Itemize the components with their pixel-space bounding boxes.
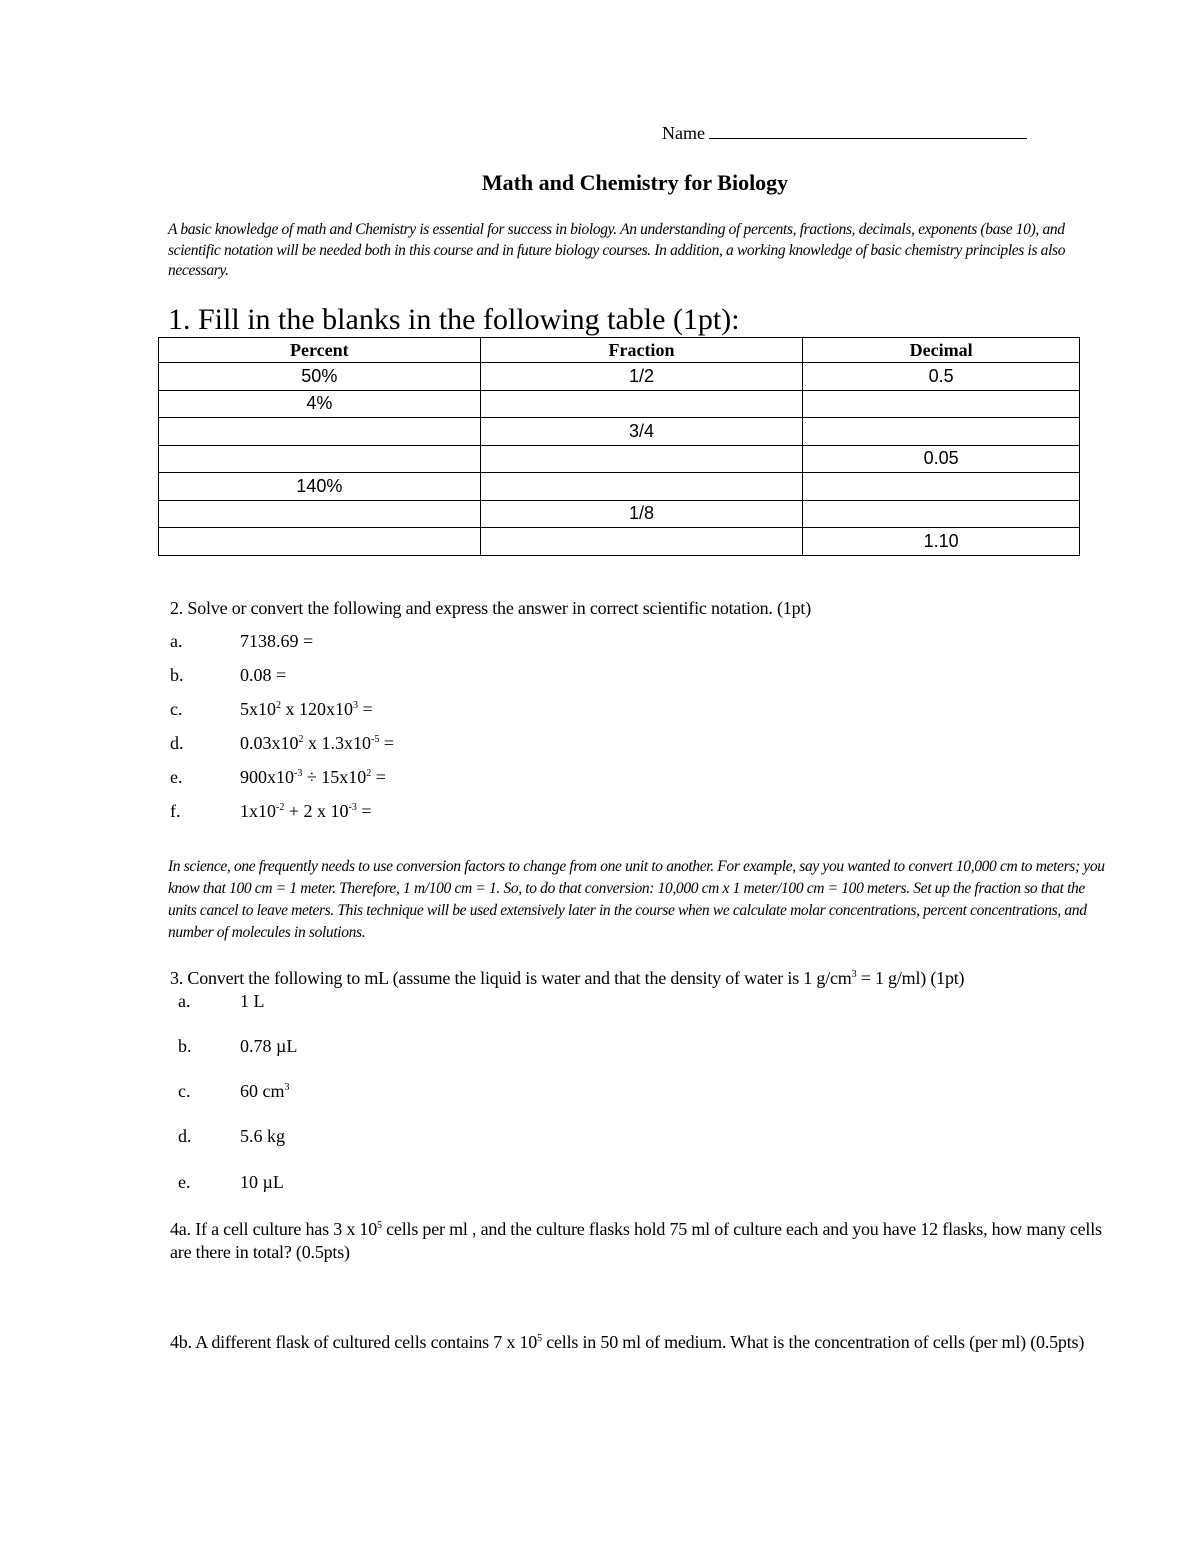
item-label: c. [170,699,183,719]
table-row [159,418,1080,446]
table-row [159,528,1080,556]
item-expression: $5x10^2$ x $120x10^3$ = [240,699,373,719]
question-4b: 4b. A different flask of cultured cells contains 7 x $10^5$ cells in 50 ml of medium. What is the concentration of cells (per ml) (0.5pts) [170,1332,1085,1352]
table-cell: 140% [159,473,481,501]
table-row [159,473,1080,501]
table-header-row [159,338,1080,363]
table-row [159,500,1080,528]
table-cell[interactable] [480,473,803,501]
item-label: f. [170,801,181,821]
item-expression: $0.03x10^2$ x $1.3x10^{-5}$ = [240,733,394,753]
question-4a: 4a. If a cell culture has 3 x $10^5$ cells per ml , and the culture flasks hold 75 ml of culture each and you have 12 flasks, how many cells are there in total? (0.5pts) [170,1219,1102,1262]
name-field [662,122,1027,144]
table-cell[interactable] [480,528,803,556]
intro-paragraph: A basic knowledge of math and Chemistry is essential for success in biology. An understanding of percents, fractions, decimals, exponents (base 10), and scientific notation will be needed both in this course and in future biology courses. In addition, a working knowledge of basic chemistry principles is also necessary. [168,221,1066,279]
item-label: c. [178,1081,191,1101]
table-cell[interactable] [803,500,1080,528]
table-cell: 1/8 [480,500,803,528]
item-expression: $1x10^{-2} + 2$ x $10^{-3}$ = [240,801,372,821]
conversion-table [158,337,1080,556]
table-cell[interactable] [803,390,1080,418]
name-label: Name [662,123,705,143]
item-label: a. [178,991,191,1011]
item-expression: 7138.69 = [240,631,314,651]
item-expression: 0.08 = [240,665,287,685]
item-label: d. [178,1126,192,1146]
table-cell: 0.5 [803,363,1080,391]
table-cell[interactable] [159,500,481,528]
item-expression: 5.6 kg [240,1126,285,1146]
conversion-note-paragraph: In science, one frequently needs to use conversion factors to change from one unit to another. For example, say you wanted to convert 10,000 cm to meters; you know that 100 cm = 1 meter. Therefore, 1 m/100 cm = 1. So, to do that conversion: 10,000 cm x 1 meter/100 cm = 100 meters. Set up the fraction so that the units cancel to leave meters. This technique will be used extensively later in the course when we calculate molar concentrations, percent concentrations, and number of molecules in solutions. [168,858,1105,941]
table-cell: 0.05 [803,445,1080,473]
item-label: e. [178,1172,191,1192]
table-cell[interactable] [480,445,803,473]
table-cell[interactable] [159,528,481,556]
name-blank-line[interactable] [709,122,1027,139]
page-title: Math and Chemistry for Biology [481,170,789,195]
table-cell[interactable] [803,418,1080,446]
table-row [159,363,1080,391]
column-header: Percent [159,338,481,363]
column-header: Decimal [803,338,1080,363]
table-row [159,445,1080,473]
item-expression: 10 µL [240,1172,284,1192]
table-cell: 3/4 [480,418,803,446]
item-expression: 0.78 µL [240,1036,298,1056]
item-label: b. [170,665,184,685]
table-cell: 4% [159,390,481,418]
item-expression: $900x10^{-3} \div 15x10^2$ = [240,767,386,787]
item-expression: 60 $cm^3$ [240,1081,290,1101]
table-cell[interactable] [803,473,1080,501]
question-2-heading: 2. Solve or convert the following and express the answer in correct scientific notation. (1pt) [170,598,812,618]
table-row [159,390,1080,418]
item-label: a. [170,631,183,651]
table-cell: 50% [159,363,481,391]
question-1-heading: 1. Fill in the blanks in the following table (1pt): [168,303,740,336]
item-label: e. [170,767,183,787]
table-cell: 1.10 [803,528,1080,556]
table-cell[interactable] [480,390,803,418]
item-label: d. [170,733,184,753]
question-3-heading: 3. Convert the following to mL (assume the liquid is water and that the density of water is 1 $g/cm^3 = 1$ g/ml) (1pt) [170,968,965,988]
table-cell: 1/2 [480,363,803,391]
table-cell[interactable] [159,418,481,446]
item-expression: 1 L [240,991,265,1011]
item-label: b. [178,1036,192,1056]
table-cell[interactable] [159,445,481,473]
column-header: Fraction [480,338,803,363]
